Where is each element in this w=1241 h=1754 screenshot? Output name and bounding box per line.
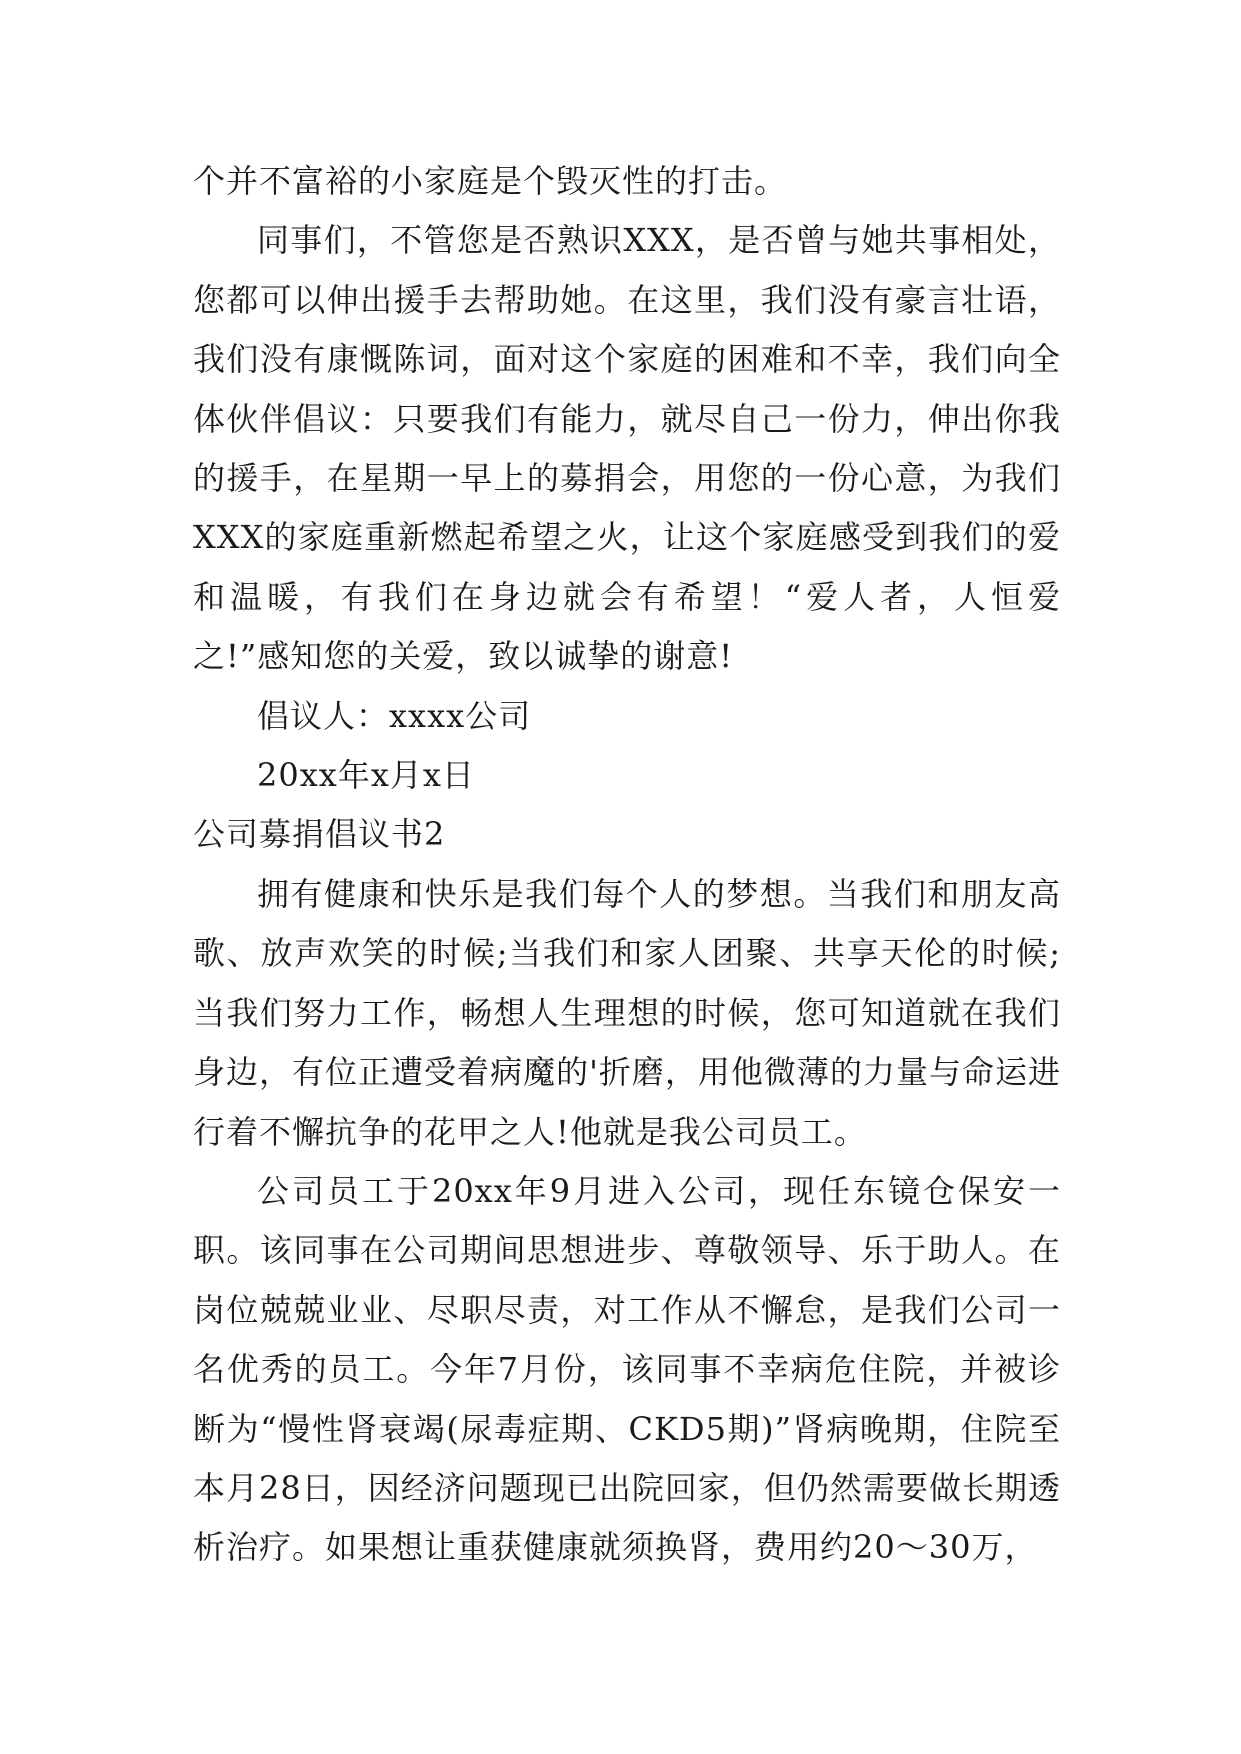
health-paragraph: 拥有健康和快乐是我们每个人的梦想。当我们和朋友高歌、放声欢笑的时候;当我们和家人团聚、共享天伦的时候;当我们努力工作，畅想人生理想的时候，您可知道就在我们身边，有位正遭受着病魔的'折磨，用他微薄的力量与命运进行着不懈抗争的花甲之人!他就是我公司员工。	[193, 874, 1061, 1151]
document-page	[193, 152, 1061, 1578]
colleagues-paragraph: 同事们，不管您是否熟识XXX，是否曾与她共事相处，您都可以伸出援手去帮助她。在这里，我们没有豪言壮语，我们没有康慨陈词，面对这个家庭的困难和不幸，我们向全体伙伴倡议：只要我们有能力，就尽自己一份力，伸出你我的援手，在星期一早上的募捐会，用您的一份心意，为我们XXX的家庭重新燃起希望之火，让这个家庭感受到我们的爱和温暖，有我们在身边就会有希望！“爱人者，人恒爱之!”感知您的关爱，致以诚挚的谢意!	[193, 221, 1061, 676]
section-title: 公司募捐倡议书2	[193, 815, 446, 854]
signature-proposer: 倡议人：xxxx公司	[257, 696, 532, 735]
continuation-paragraph: 个并不富裕的小家庭是个毁灭性的打击。	[193, 162, 788, 200]
signature-date: 20xx年x月x日	[257, 756, 475, 795]
employee-paragraph: 公司员工于20xx年9月进入公司，现任东镜仓保安一职。该同事在公司期间思想进步、尊敬领导、乐于助人。在岗位兢兢业业、尽职尽责，对工作从不懈怠，是我们公司一名优秀的员工。今年7月份，该同事不幸病危住院，并被诊断为“慢性肾衰竭(尿毒症期、CKD5期)”肾病晚期，住院至本月28日，因经济问题现已出院回家，但仍然需要做长期透析治疗。如果想让重获健康就须换肾，费用约20～30万，	[193, 1171, 1061, 1567]
